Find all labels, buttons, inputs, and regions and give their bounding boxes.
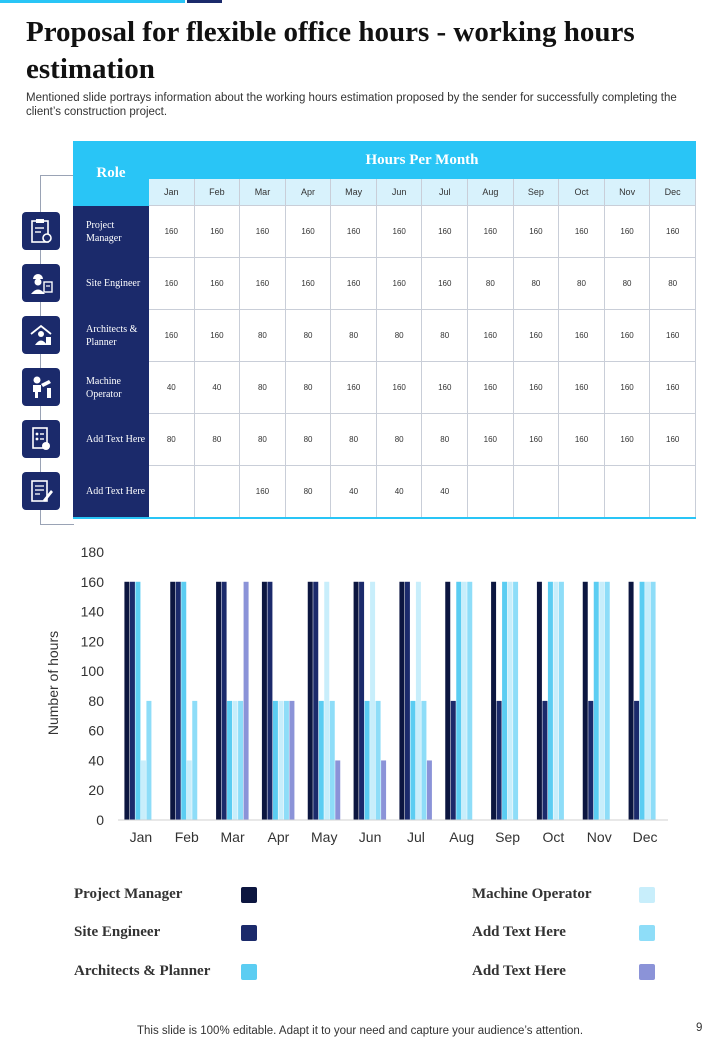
bar-mar-series-0	[216, 582, 221, 820]
hours-cell: 160	[604, 310, 650, 362]
bar-jul-series-1	[405, 582, 410, 820]
bar-apr-series-0	[262, 582, 267, 820]
engineer-icon	[22, 264, 60, 302]
bar-sep-series-3	[508, 582, 513, 820]
bar-sep-series-4	[513, 582, 518, 820]
role-cell: Add Text Here	[74, 466, 149, 518]
hours-cell: 160	[194, 310, 240, 362]
hours-cell: 80	[285, 414, 331, 466]
hours-cell: 40	[422, 466, 468, 518]
bar-jan-series-3	[141, 760, 146, 820]
x-tick-label: Dec	[632, 829, 658, 845]
bar-jan-series-1	[130, 582, 135, 820]
hours-cell: 80	[194, 414, 240, 466]
hours-table	[73, 141, 696, 519]
bar-may-series-3	[324, 582, 329, 820]
hours-cell: 160	[513, 206, 559, 258]
hours-cell: 160	[422, 362, 468, 414]
hours-cell: 160	[513, 414, 559, 466]
bar-jan-series-2	[135, 582, 140, 820]
y-tick-label: 160	[80, 573, 104, 590]
hours-cell: 40	[331, 466, 377, 518]
hours-cell: 160	[559, 310, 605, 362]
hours-cell: 160	[468, 310, 514, 362]
hours-cell: 160	[331, 362, 377, 414]
bar-jun-series-1	[359, 582, 364, 820]
accent-bar-light	[0, 0, 185, 3]
hours-cell	[513, 466, 559, 518]
bar-oct-series-3	[553, 582, 558, 820]
hours-cell: 80	[422, 310, 468, 362]
y-tick-label: 20	[88, 782, 104, 799]
bar-may-series-0	[308, 582, 313, 820]
legend-label: Machine Operator	[472, 886, 592, 902]
hours-cell	[194, 466, 240, 518]
month-header-may: May	[331, 179, 377, 206]
bar-nov-series-3	[599, 582, 604, 820]
bar-jun-series-4	[376, 701, 381, 820]
legend-label: Site Engineer	[74, 924, 161, 940]
month-header-jun: Jun	[376, 179, 422, 206]
hours-cell: 160	[194, 258, 240, 310]
legend-swatch	[639, 887, 655, 903]
bar-jul-series-3	[416, 582, 421, 820]
hours-cell	[559, 466, 605, 518]
hours-cell: 80	[422, 414, 468, 466]
role-cell: Project Manager	[74, 206, 149, 258]
bar-nov-series-4	[605, 582, 610, 820]
hours-cell: 80	[240, 310, 286, 362]
x-tick-label: Oct	[542, 829, 565, 845]
x-tick-label: Aug	[449, 829, 475, 845]
bar-jun-series-3	[370, 582, 375, 820]
bar-sep-series-1	[497, 701, 502, 820]
hours-cell: 160	[149, 310, 195, 362]
bar-sep-series-2	[502, 582, 507, 820]
bar-mar-series-3	[233, 701, 238, 820]
legend-label: Add Text Here	[472, 924, 566, 940]
bar-dec-series-2	[640, 582, 645, 820]
hours-cell: 160	[422, 206, 468, 258]
month-header-aug: Aug	[468, 179, 514, 206]
month-header-nov: Nov	[604, 179, 650, 206]
hours-cell: 80	[604, 258, 650, 310]
bar-oct-series-0	[537, 582, 542, 820]
bar-aug-series-0	[445, 582, 450, 820]
bar-jun-series-5	[381, 760, 386, 820]
role-cell: Site Engineer	[74, 258, 149, 310]
page-subtitle: Mentioned slide portrays information about the working hours estimation proposed by the sender for successfully completing the client’s construction project.	[26, 92, 677, 118]
bar-jun-series-0	[354, 582, 359, 820]
table-row	[74, 362, 696, 414]
y-tick-label: 180	[80, 544, 104, 560]
bar-aug-series-4	[467, 582, 472, 820]
bar-nov-series-2	[594, 582, 599, 820]
bar-aug-series-3	[462, 582, 467, 820]
hours-cell	[604, 466, 650, 518]
hours-cell: 80	[285, 362, 331, 414]
month-header-oct: Oct	[559, 179, 605, 206]
hours-cell: 80	[285, 310, 331, 362]
bar-oct-series-4	[559, 582, 564, 820]
operator-icon	[22, 368, 60, 406]
month-header-apr: Apr	[285, 179, 331, 206]
hours-per-month-header: Hours Per Month	[149, 142, 696, 179]
legend-label: Architects & Planner	[74, 963, 211, 979]
legend-swatch	[241, 925, 257, 941]
bar-feb-series-4	[192, 701, 197, 820]
bar-nov-series-1	[588, 701, 593, 820]
hours-cell: 80	[240, 362, 286, 414]
hours-cell: 160	[331, 258, 377, 310]
bar-jul-series-2	[410, 701, 415, 820]
bar-dec-series-4	[651, 582, 656, 820]
hours-cell: 80	[650, 258, 696, 310]
bar-oct-series-2	[548, 582, 553, 820]
role-cell: Add Text Here	[74, 414, 149, 466]
hours-cell: 160	[604, 206, 650, 258]
hours-cell: 80	[149, 414, 195, 466]
hours-cell: 80	[468, 258, 514, 310]
hours-cell: 160	[604, 362, 650, 414]
hours-cell: 160	[422, 258, 468, 310]
y-tick-label: 140	[80, 603, 104, 620]
bar-mar-series-2	[227, 701, 232, 820]
document-pen-icon	[22, 472, 60, 510]
y-tick-label: 120	[80, 633, 104, 650]
bar-may-series-4	[330, 701, 335, 820]
table-row	[74, 258, 696, 310]
hours-cell: 160	[376, 362, 422, 414]
bar-aug-series-2	[456, 582, 461, 820]
bar-jul-series-0	[399, 582, 404, 820]
hours-cell: 160	[376, 206, 422, 258]
page-number: 9	[696, 1022, 703, 1034]
x-tick-label: Mar	[220, 829, 245, 845]
bar-dec-series-3	[645, 582, 650, 820]
table-row	[74, 414, 696, 466]
legend-swatch	[639, 964, 655, 980]
hours-cell: 160	[559, 362, 605, 414]
bar-may-series-1	[313, 582, 318, 820]
bar-nov-series-0	[583, 582, 588, 820]
month-header-dec: Dec	[650, 179, 696, 206]
hours-cell: 160	[604, 414, 650, 466]
bar-apr-series-3	[278, 701, 283, 820]
hours-bar-chart	[0, 536, 720, 851]
hours-cell: 160	[194, 206, 240, 258]
hours-cell: 80	[376, 414, 422, 466]
accent-bar-dark	[187, 0, 222, 3]
x-tick-label: Sep	[495, 829, 521, 845]
x-tick-label: Apr	[267, 829, 290, 845]
x-tick-label: May	[311, 829, 338, 845]
bar-aug-series-1	[451, 701, 456, 820]
bar-apr-series-1	[267, 582, 272, 820]
month-header-feb: Feb	[194, 179, 240, 206]
bar-dec-series-1	[634, 701, 639, 820]
y-tick-label: 40	[88, 752, 104, 769]
hours-cell: 40	[149, 362, 195, 414]
hours-cell: 160	[468, 414, 514, 466]
hours-cell: 80	[240, 414, 286, 466]
hours-cell: 160	[650, 362, 696, 414]
bar-may-series-5	[335, 760, 340, 820]
hours-cell: 40	[376, 466, 422, 518]
x-tick-label: Jan	[129, 829, 153, 845]
checklist-icon	[22, 420, 60, 458]
hours-cell: 160	[240, 258, 286, 310]
hours-cell: 160	[285, 258, 331, 310]
legend-label: Add Text Here	[472, 963, 566, 979]
hours-cell: 160	[331, 206, 377, 258]
hours-cell: 160	[650, 310, 696, 362]
legend-label: Project Manager	[74, 886, 183, 902]
legend-swatch	[241, 887, 257, 903]
x-tick-label: Feb	[174, 829, 199, 845]
table-row	[74, 466, 696, 518]
y-tick-label: 100	[80, 663, 104, 680]
bar-feb-series-0	[170, 582, 175, 820]
hours-cell: 80	[331, 310, 377, 362]
bar-mar-series-5	[244, 582, 249, 820]
bar-sep-series-0	[491, 582, 496, 820]
month-header-mar: Mar	[240, 179, 286, 206]
bar-feb-series-2	[181, 582, 186, 820]
hours-cell: 160	[650, 414, 696, 466]
hours-cell: 160	[468, 206, 514, 258]
clipboard-gear-icon	[22, 212, 60, 250]
bar-may-series-2	[319, 701, 324, 820]
month-header-sep: Sep	[513, 179, 559, 206]
footer-note: This slide is 100% editable. Adapt it to your need and capture your audience’s attention.	[136, 1025, 584, 1037]
hours-cell: 160	[468, 362, 514, 414]
hours-cell: 80	[331, 414, 377, 466]
role-header: Role	[74, 142, 149, 206]
x-tick-label: Jul	[406, 829, 425, 845]
legend-swatch	[241, 964, 257, 980]
hours-cell: 160	[285, 206, 331, 258]
bar-jul-series-4	[421, 701, 426, 820]
hours-cell: 160	[376, 258, 422, 310]
table-row	[74, 310, 696, 362]
y-tick-label: 80	[88, 692, 104, 709]
hours-cell: 160	[240, 466, 286, 518]
hours-cell: 160	[513, 362, 559, 414]
bar-feb-series-1	[176, 582, 181, 820]
architect-icon	[22, 316, 60, 354]
role-cell: Machine Operator	[74, 362, 149, 414]
bar-dec-series-0	[629, 582, 634, 820]
bar-jun-series-2	[365, 701, 370, 820]
hours-cell	[468, 466, 514, 518]
hours-cell: 160	[149, 258, 195, 310]
bar-apr-series-4	[284, 701, 289, 820]
y-tick-label: 60	[88, 722, 104, 739]
legend-swatch	[639, 925, 655, 941]
y-tick-label: 0	[96, 812, 104, 828]
hours-cell: 160	[559, 206, 605, 258]
hours-cell: 160	[240, 206, 286, 258]
bar-jan-series-0	[124, 582, 129, 820]
page-title: Proposal for flexible office hours - working hours estimation	[26, 16, 635, 85]
hours-cell: 160	[513, 310, 559, 362]
hours-cell: 160	[149, 206, 195, 258]
bar-jan-series-4	[146, 701, 151, 820]
bar-mar-series-4	[238, 701, 243, 820]
bar-apr-series-2	[273, 701, 278, 820]
x-tick-label: Jun	[358, 829, 382, 845]
month-header-jul: Jul	[422, 179, 468, 206]
bar-mar-series-1	[222, 582, 227, 820]
y-axis-label: Number of hours	[45, 630, 61, 736]
bar-apr-series-5	[289, 701, 294, 820]
hours-cell: 160	[650, 206, 696, 258]
hours-cell: 160	[559, 414, 605, 466]
hours-cell	[149, 466, 195, 518]
bar-oct-series-1	[542, 701, 547, 820]
hours-cell: 80	[513, 258, 559, 310]
hours-cell	[650, 466, 696, 518]
bar-jul-series-5	[427, 760, 432, 820]
hours-cell: 80	[285, 466, 331, 518]
hours-cell: 80	[559, 258, 605, 310]
month-header-jan: Jan	[149, 179, 195, 206]
hours-cell: 80	[376, 310, 422, 362]
bar-feb-series-3	[187, 760, 192, 820]
table-row	[74, 206, 696, 258]
role-cell: Architects & Planner	[74, 310, 149, 362]
hours-cell: 40	[194, 362, 240, 414]
x-tick-label: Nov	[586, 829, 612, 845]
